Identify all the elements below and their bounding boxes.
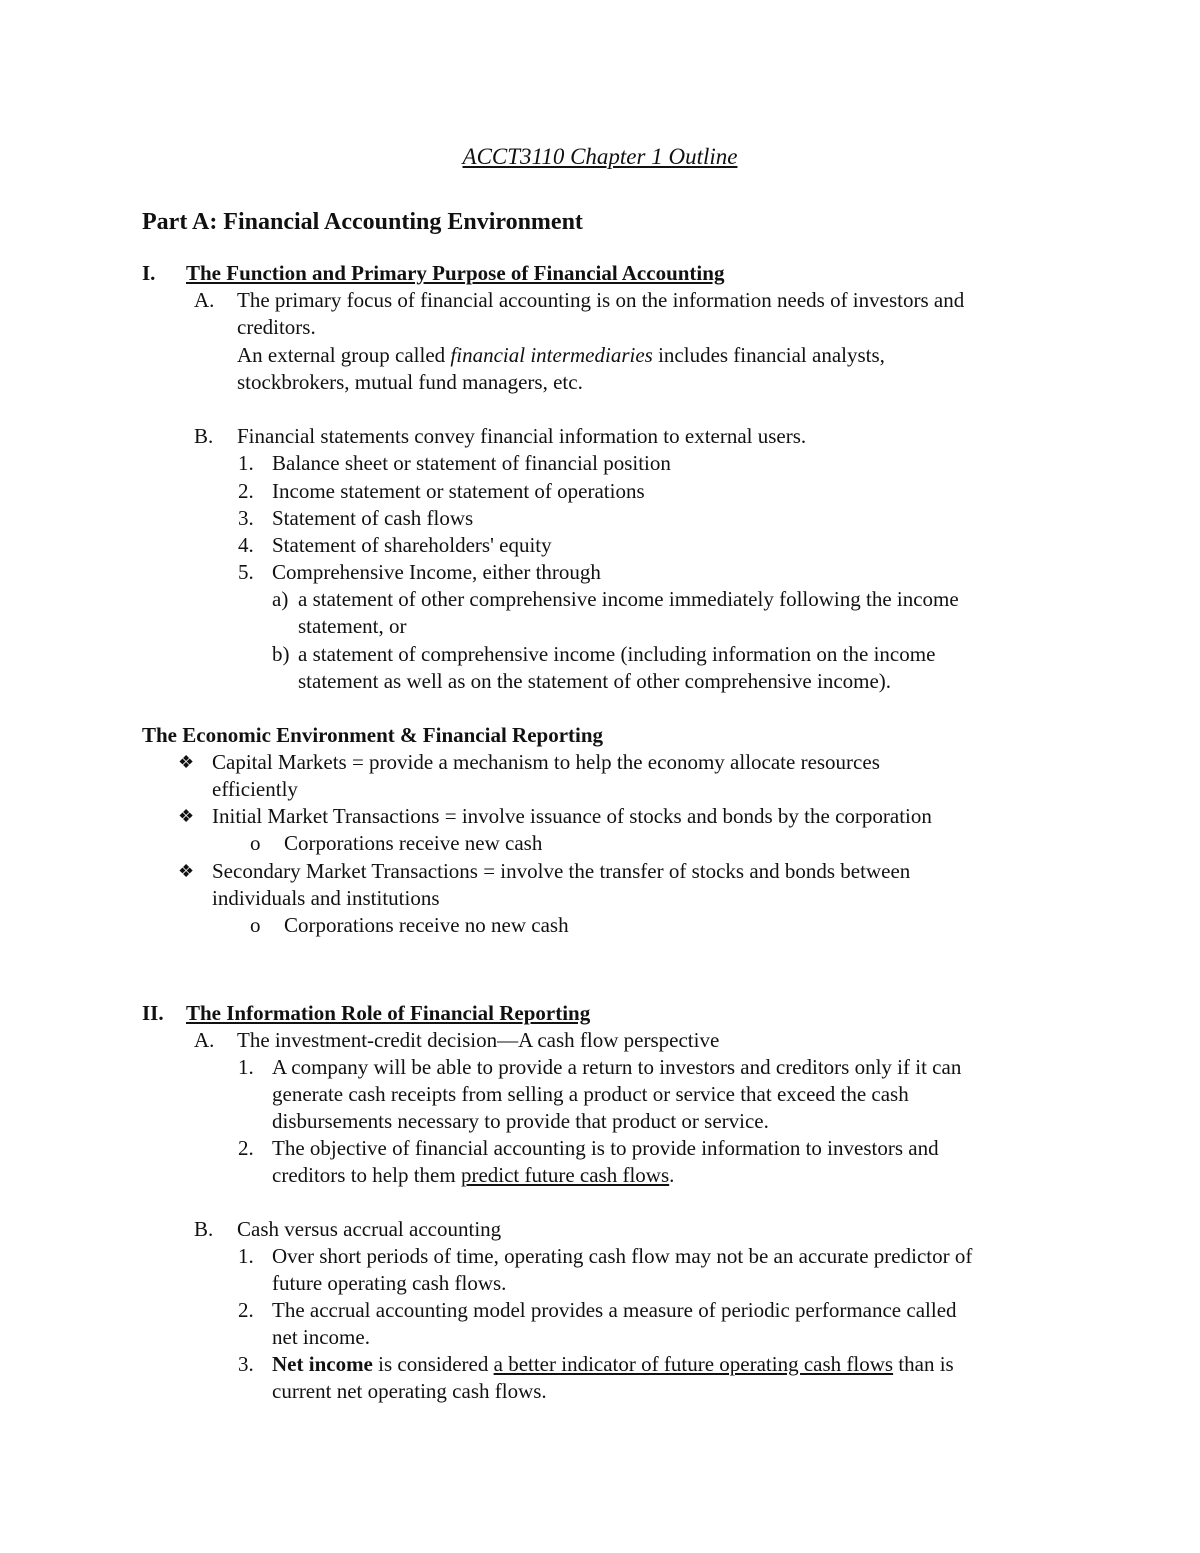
- text-run: .: [669, 1163, 675, 1187]
- section-2-a-label: A.: [194, 1028, 215, 1052]
- circle-bullet-icon: o: [250, 831, 261, 855]
- section-1-a-line-1: The primary focus of financial accounting is on the information needs of investors and: [237, 288, 965, 312]
- sub-item-line: a statement of other comprehensive income immediately following the income: [298, 587, 959, 611]
- text-run: creditors to help them: [272, 1163, 461, 1187]
- list-item-line: [272, 1162, 674, 1189]
- section-2-b-label: B.: [194, 1217, 214, 1241]
- list-item-number: 5.: [238, 560, 254, 584]
- sub-bullet-line: Corporations receive no new cash: [284, 913, 569, 937]
- bullet-line: Secondary Market Transactions = involve the transfer of stocks and bonds between: [212, 859, 911, 883]
- list-item-number: 2.: [238, 1136, 254, 1160]
- list-item-number: 2.: [238, 1298, 254, 1322]
- circle-bullet-icon: o: [250, 913, 261, 937]
- list-item-number: 1.: [238, 1244, 254, 1268]
- sub-item-line: statement, or: [298, 614, 407, 638]
- sub-item-line: a statement of comprehensive income (including information on the income: [298, 642, 936, 666]
- bullet-line: individuals and institutions: [212, 886, 440, 910]
- list-item-line: generate cash receipts from selling a product or service that exceed the cash: [272, 1082, 909, 1106]
- list-item-line: net income.: [272, 1325, 370, 1349]
- list-item: Balance sheet or statement of financial position: [272, 451, 671, 475]
- section-1-a-line-4: stockbrokers, mutual fund managers, etc.: [237, 370, 583, 394]
- list-item-line: current net operating cash flows.: [272, 1379, 547, 1403]
- section-1-a-line-3: [237, 342, 885, 369]
- list-item-number: 3.: [238, 506, 254, 530]
- list-item-line: disbursements necessary to provide that product or service.: [272, 1109, 769, 1133]
- section-1-number: I.: [142, 261, 156, 285]
- list-item: Statement of cash flows: [272, 506, 474, 530]
- list-item-line: The accrual accounting model provides a measure of periodic performance called: [272, 1298, 957, 1322]
- bullet-line: Capital Markets = provide a mechanism to help the economy allocate resources: [212, 750, 880, 774]
- list-item-line: A company will be able to provide a return to investors and creditors only if it can: [272, 1055, 962, 1079]
- list-item-line: Over short periods of time, operating cash flow may not be an accurate predictor of: [272, 1244, 973, 1268]
- part-a-heading: Part A: Financial Accounting Environment: [142, 209, 583, 235]
- section-2-a-text: The investment-credit decision—A cash flow perspective: [237, 1028, 720, 1052]
- diamond-bullet-icon: ❖: [178, 752, 195, 772]
- sub-item-label: a): [272, 587, 289, 611]
- section-1-heading: [142, 260, 724, 287]
- section-1-a-line-2: creditors.: [237, 315, 316, 339]
- section-2-title: The Information Role of Financial Reporting: [186, 1001, 591, 1025]
- list-item-number: 1.: [238, 451, 254, 475]
- section-1-b-text: Financial statements convey financial information to external users.: [237, 424, 807, 448]
- section-1-b-label: B.: [194, 424, 214, 448]
- better-indicator-phrase: a better indicator of future operating cash flows: [493, 1352, 894, 1376]
- list-item-number: 1.: [238, 1055, 254, 1079]
- section-1-a-label: A.: [194, 288, 215, 312]
- section-2-number: II.: [142, 1001, 164, 1025]
- sub-item-line: statement as well as on the statement of other comprehensive income).: [298, 669, 892, 693]
- economic-environment-heading: The Economic Environment & Financial Reporting: [142, 723, 604, 747]
- bullet-line: Initial Market Transactions = involve issuance of stocks and bonds by the corporation: [212, 804, 932, 828]
- list-item-line: future operating cash flows.: [272, 1271, 507, 1295]
- sub-bullet-line: Corporations receive new cash: [284, 831, 543, 855]
- section-1-title: The Function and Primary Purpose of Financial Accounting: [186, 261, 725, 285]
- section-1-a-line-3-post: includes financial analysts,: [652, 343, 885, 367]
- sub-item-label: b): [272, 642, 290, 666]
- bullet-line: efficiently: [212, 777, 298, 801]
- list-item-line: [272, 1351, 954, 1378]
- diamond-bullet-icon: ❖: [178, 806, 195, 826]
- predict-future-cash-flows-phrase: predict future cash flows: [460, 1163, 670, 1187]
- section-1-a-line-3-pre: An external group called: [237, 343, 451, 367]
- list-item-number: 2.: [238, 479, 254, 503]
- list-item-number: 3.: [238, 1352, 254, 1376]
- list-item: Income statement or statement of operations: [272, 479, 645, 503]
- document-title: ACCT3110 Chapter 1 Outline: [462, 144, 738, 169]
- diamond-bullet-icon: ❖: [178, 861, 195, 881]
- text-run: than is: [893, 1352, 954, 1376]
- list-item-number: 4.: [238, 533, 254, 557]
- financial-intermediaries-term: financial intermediaries: [450, 343, 653, 367]
- section-2-b-text: Cash versus accrual accounting: [237, 1217, 502, 1241]
- list-item: Comprehensive Income, either through: [272, 560, 601, 584]
- list-item: Statement of shareholders' equity: [272, 533, 552, 557]
- section-2-heading: [142, 1000, 590, 1027]
- text-run: is considered: [372, 1352, 494, 1376]
- net-income-term: Net income: [272, 1352, 373, 1376]
- list-item-line: The objective of financial accounting is to provide information to investors and: [272, 1136, 939, 1160]
